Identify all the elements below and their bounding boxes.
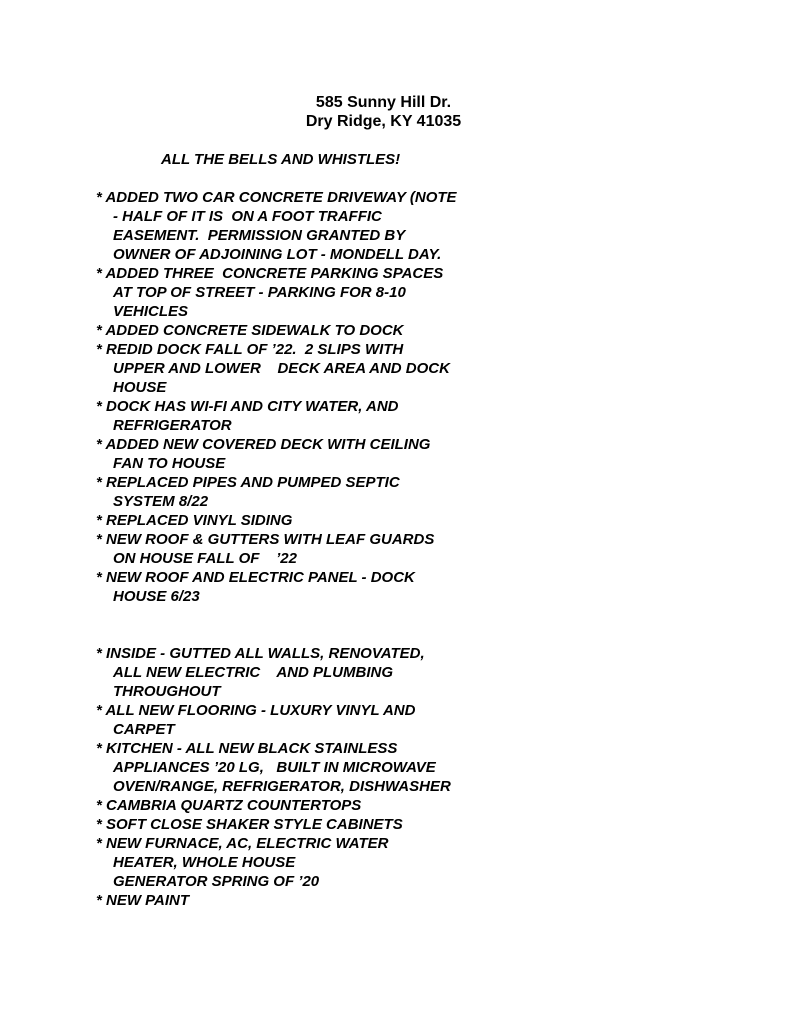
item-line: * DOCK HAS WI-FI AND CITY WATER, AND: [96, 398, 399, 415]
item-line: THROUGHOUT: [113, 683, 221, 700]
item-line: OVEN/RANGE, REFRIGERATOR, DISHWASHER: [113, 778, 451, 795]
item-line: * INSIDE - GUTTED ALL WALLS, RENOVATED,: [96, 645, 425, 662]
item-line: ALL NEW ELECTRIC AND PLUMBING: [113, 664, 393, 681]
item-line: VEHICLES: [113, 303, 189, 320]
item-line: AT TOP OF STREET - PARKING FOR 8-10: [113, 284, 406, 301]
feature-list: [96, 188, 516, 910]
item-line: * ADDED CONCRETE SIDEWALK TO DOCK: [96, 322, 404, 339]
list-item: [96, 473, 516, 511]
item-line: FAN TO HOUSE: [113, 455, 226, 472]
item-line: HOUSE 6/23: [113, 588, 200, 605]
item-line: * ALL NEW FLOORING - LUXURY VINYL AND: [96, 702, 416, 719]
list-item: [96, 701, 516, 739]
address-street: 585 Sunny Hill Dr.: [315, 94, 452, 111]
item-line: * NEW PAINT: [96, 892, 190, 909]
list-item: [96, 834, 516, 891]
list-item: [96, 435, 516, 473]
address-city-state-zip: Dry Ridge, KY 41035: [305, 113, 462, 130]
item-line: * KITCHEN - ALL NEW BLACK STAINLESS: [96, 740, 398, 757]
item-line: HOUSE: [113, 379, 167, 396]
list-item: [96, 891, 516, 910]
list-item: [96, 644, 516, 701]
list-item: [96, 739, 516, 796]
item-line: GENERATOR SPRING OF ’20: [113, 873, 320, 890]
item-line: * NEW FURNACE, AC, ELECTRIC WATER: [96, 835, 389, 852]
list-item: [96, 511, 516, 530]
item-line: * SOFT CLOSE SHAKER STYLE CABINETS: [96, 816, 403, 833]
item-line: EASEMENT. PERMISSION GRANTED BY: [113, 227, 406, 244]
item-line: CARPET: [113, 721, 175, 738]
list-item: [96, 815, 516, 834]
item-line: * REPLACED PIPES AND PUMPED SEPTIC: [96, 474, 400, 491]
list-item: [96, 264, 516, 321]
item-line: APPLIANCES ’20 LG, BUILT IN MICROWAVE: [113, 759, 436, 776]
list-item: [96, 340, 516, 397]
headline: ALL THE BELLS AND WHISTLES!: [161, 151, 401, 168]
item-line: - HALF OF IT IS ON A FOOT TRAFFIC: [113, 208, 382, 225]
list-item: [96, 796, 516, 815]
list-item: [96, 321, 516, 340]
item-line: UPPER AND LOWER DECK AREA AND DOCK: [113, 360, 450, 377]
item-line: * REPLACED VINYL SIDING: [96, 512, 293, 529]
item-line: REFRIGERATOR: [113, 417, 232, 434]
item-line: * ADDED NEW COVERED DECK WITH CEILING: [96, 436, 431, 453]
item-line: * NEW ROOF AND ELECTRIC PANEL - DOCK: [96, 569, 415, 586]
item-line: * CAMBRIA QUARTZ COUNTERTOPS: [96, 797, 362, 814]
item-line: SYSTEM 8/22: [113, 493, 209, 510]
item-line: OWNER OF ADJOINING LOT - MONDELL DAY.: [113, 246, 442, 263]
item-line: * ADDED THREE CONCRETE PARKING SPACES: [96, 265, 444, 282]
section-spacer: [96, 606, 516, 644]
item-line: * REDID DOCK FALL OF ’22. 2 SLIPS WITH: [96, 341, 404, 358]
item-line: HEATER, WHOLE HOUSE: [113, 854, 296, 871]
item-line: ON HOUSE FALL OF ’22: [113, 550, 297, 567]
list-item: [96, 568, 516, 606]
item-line: * NEW ROOF & GUTTERS WITH LEAF GUARDS: [96, 531, 435, 548]
list-item: [96, 397, 516, 435]
list-item: [96, 530, 516, 568]
item-line: * ADDED TWO CAR CONCRETE DRIVEWAY (NOTE: [96, 189, 457, 206]
list-item: [96, 188, 516, 264]
